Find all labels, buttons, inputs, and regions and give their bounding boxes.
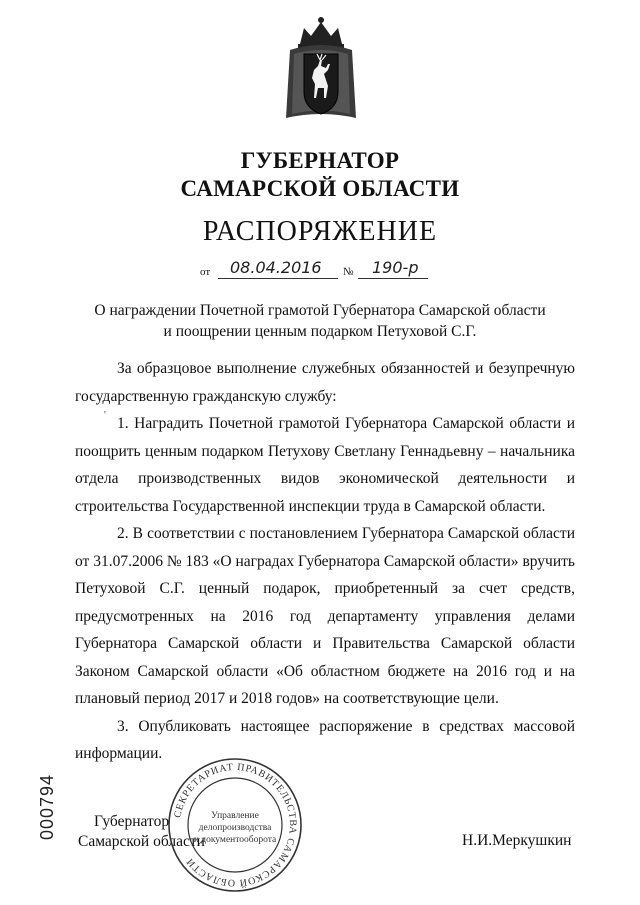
- date-value: 08.04.2016: [230, 258, 322, 277]
- number-value: 190-р: [372, 258, 419, 277]
- stamp-line2: делопроизводства: [198, 823, 272, 833]
- signatory-title-line1: Губернатор: [94, 813, 170, 830]
- body-item-2: 2. В соответствии с постановлением Губернатора Самарской области от 31.07.2006 № 183 «О наградах Губернатора Самарской области» вручить Петуховой С.Г. ценный подарок, приобретенный за счет средств, предусмотренных на 2016 год департаменту управления делами Губернатора Самарской области и Правительства Самарской области Законом Самарской области «Об областном бюджете на 2016 год и на плановый период 2017 и 2018 годов» на соответствующие цели.: [75, 525, 575, 707]
- number-label: №: [343, 266, 354, 278]
- date-label: от: [200, 266, 211, 278]
- subject-line2: и поощрении ценным подарком Петуховой С.Г.: [163, 323, 477, 340]
- document-body: [75, 355, 575, 768]
- samara-coat-of-arms-icon: [284, 14, 358, 124]
- margin-registration-number: 000794: [37, 773, 57, 840]
- signatory-title-line2: Самарской области: [78, 833, 205, 850]
- number-underline: [358, 278, 428, 279]
- document-type: РАСПОРЯЖЕНИЕ: [202, 216, 438, 247]
- official-stamp: [166, 756, 304, 894]
- stamp-ring-text: СЕКРЕТАРИАТ ПРАВИТЕЛЬСТВА САМАРСКОЙ ОБЛАСТИ: [172, 761, 299, 889]
- header-title-line1: ГУБЕРНАТОР: [240, 148, 400, 173]
- stamp-line1: Управление: [211, 811, 259, 821]
- date-underline: [218, 278, 338, 279]
- subject-line1: О награждении Почетной грамотой Губернатора Самарской области: [94, 302, 546, 319]
- body-item-3: 3. Опубликовать настоящее распоряжение в средствах массовой информации.: [75, 717, 575, 762]
- stamp-line3: и документооборота: [193, 835, 277, 845]
- registration-line: [200, 258, 460, 282]
- body-item-1: 1. Наградить Почетной грамотой Губернатора Самарской области и поощрить ценным подарком Петухову Светлану Геннадьевну – начальника отдела производственных видов экономической деятельности и строительства Государственной инспекции труда в Самарской области.: [75, 415, 575, 515]
- document-subject: [0, 300, 640, 342]
- margin-dot: ': [104, 410, 106, 421]
- body-intro: За образцовое выполнение служебных обязанностей и безупречную государственную гражданскую службу:: [75, 360, 575, 405]
- header-title-line2: САМАРСКОЙ ОБЛАСТИ: [180, 176, 460, 201]
- signatory-name: Н.И.Меркушкин: [462, 832, 572, 849]
